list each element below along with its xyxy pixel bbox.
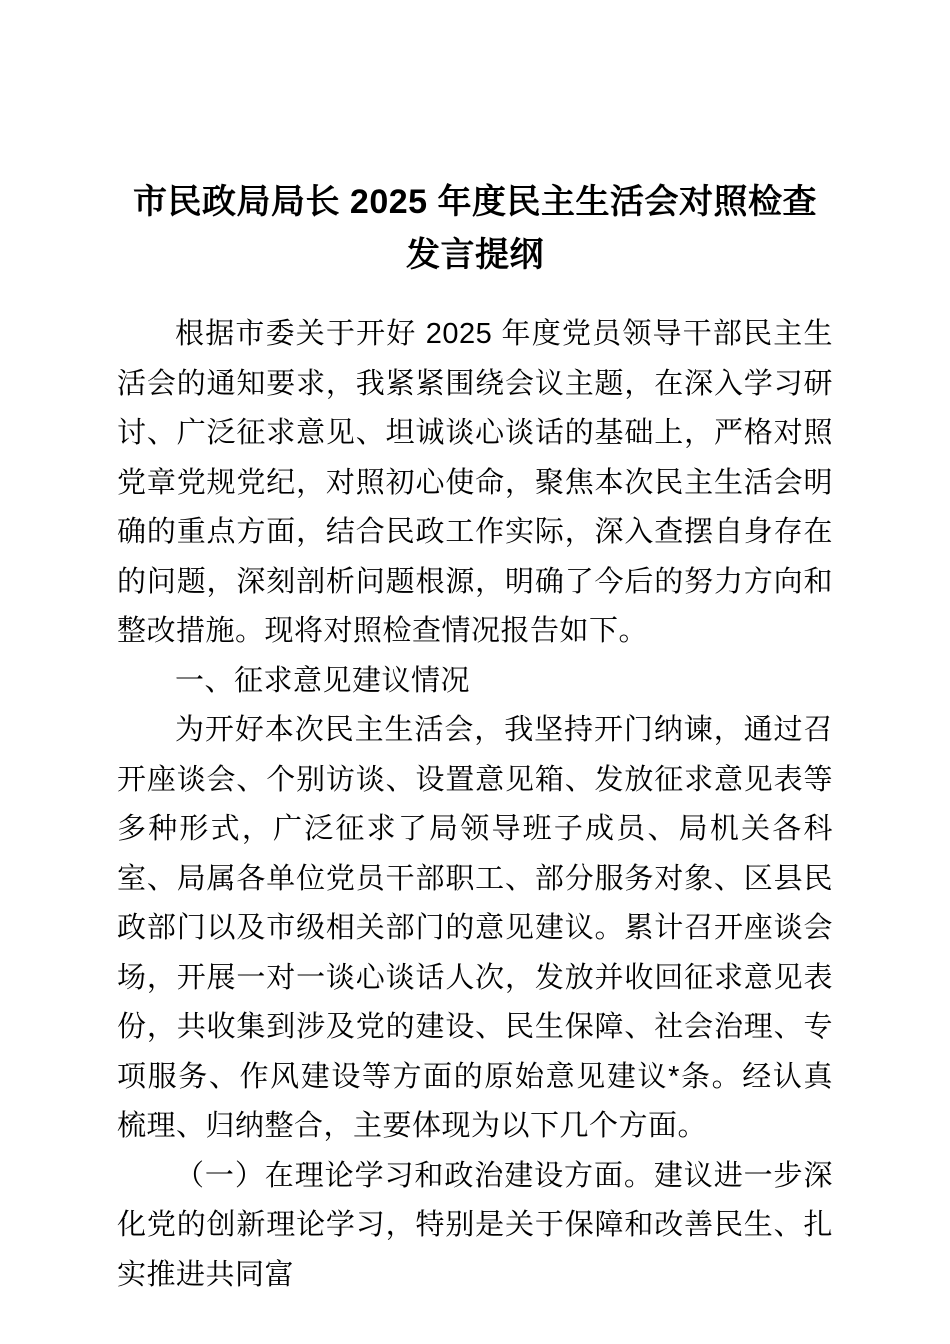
paragraph-feedback-collection: 为开好本次民主生活会，我坚持开门纳谏，通过召开座谈会、个别访谈、设置意见箱、发放征求意见表等多种形式，广泛征求了局领导班子成员、局机关各科室、局属各单位党员干部职工、部分服务对象、区县民政部门以及市级相关部门的意见建议。累计召开座谈会场，开展一对一谈心谈话人次，发放并收回征求意见表份，共收集到涉及党的建设、民生保障、社会治理、专项服务、作风建设等方面的原始意见建议*条。经认真梳理、归纳整合，主要体现为以下几个方面。 (117, 714, 833, 1142)
document-body (117, 310, 833, 1300)
section-heading-1: 一、征求意见建议情况 (175, 664, 471, 697)
document-title-line-2: 发言提纲 (406, 236, 544, 274)
document-title (117, 176, 833, 282)
paragraph-subsection-theory-politics: （一）在理论学习和政治建设方面。建议进一步深化党的创新理论学习，特别是关于保障和改善民生、扎实推进共同富 (117, 1159, 833, 1291)
paragraph-intro: 根据市委关于开好 2025 年度党员领导干部民主生活会的通知要求，我紧紧围绕会议主题，在深入学习研讨、广泛征求意见、坦诚谈心谈话的基础上，严格对照党章党规党纪，对照初心使命，聚焦本次民主生活会明确的重点方面，结合民政工作实际，深入查摆自身存在的问题，深刻剖析问题根源，明确了今后的努力方向和整改措施。现将对照检查情况报告如下。 (117, 318, 833, 647)
document-title-line-1: 市民政局局长 2025 年度民主生活会对照检查 (132, 183, 818, 221)
